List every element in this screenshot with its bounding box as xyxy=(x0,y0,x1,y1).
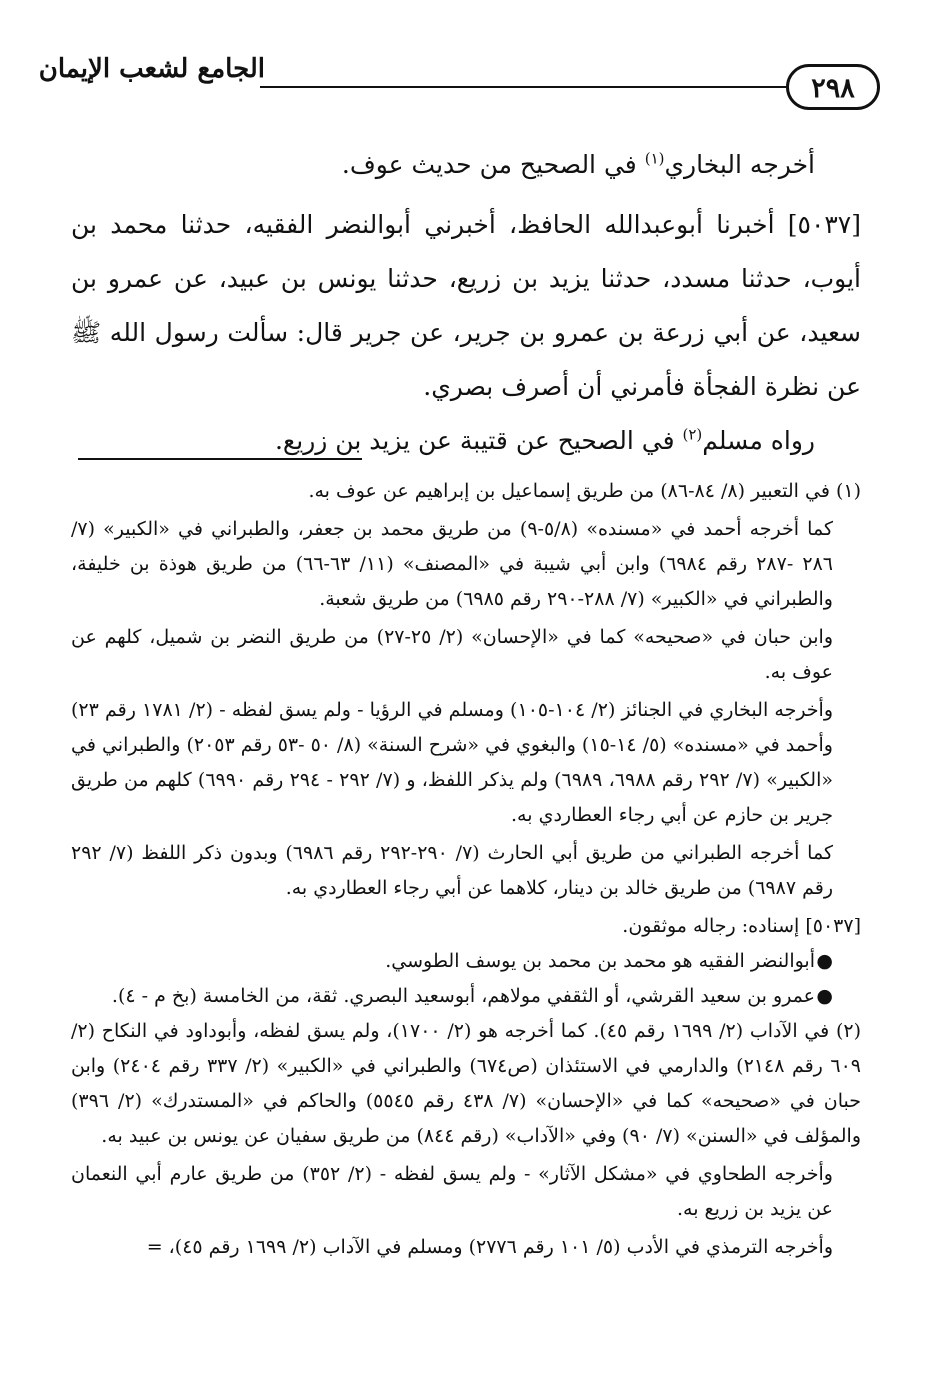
riwaya-line: رواه مسلم$^{(٢)}$ في الصحيح عن قتيبة عن يزيد بن زريع. xyxy=(274,425,815,455)
footnote-ref-1: (١) xyxy=(644,149,665,168)
footnotes xyxy=(71,474,861,1265)
header-rule xyxy=(260,86,788,88)
page-number-badge: ٢٩٨ xyxy=(786,64,880,110)
footnote-1: (١) في التعبير (٨/ ٨٤-٨٦) من طريق إسماعيل بن إبراهيم عن عوف به. xyxy=(308,480,861,502)
footnote-1-para: كما أخرجه الطبراني من طريق أبي الحارث (٧/ ٢٩٠-٢٩٢ رقم ٦٩٨٦) وبدون ذكر اللفظ (٧/ ٢٩٢ رقم ٦٩٨٧) من طريق خالد بن دينار، كلاهما عن أبي رجاء العطاردي به. xyxy=(71,842,833,899)
bullet-item: ●أبوالنضر الفقيه هو محمد بن محمد بن يوسف الطوسي. xyxy=(71,944,861,979)
footnote-separator xyxy=(78,458,362,460)
footnote-2: (٢) في الآداب (٢/ ١٦٩٩ رقم ٤٥). كما أخرجه هو (٢/ ١٧٠٠)، ولم يسق لفظه، وأبوداود في النكاح (٢/ ٦٠٩ رقم ٢١٤٨) والدارمي في الاستئذان (ص٦٧٤) والطبراني في «الكبير» (٢/ ٣٣٧ رقم ٢٤٠٤) وابن حبان في «صحيحه» كما في «الإحسان» (٧/ ٤٣٨ رقم ٥٥٤٥) والحاكم في «المستدرك» (٢/ ٣٩٦) والمؤلف في «السنن» (٧/ ٩٠) وفي «الآداب» (رقم ٨٤٤) من طريق سفيان عن يونس بن عبيد به. xyxy=(71,1020,862,1147)
bullet-icon: ● xyxy=(816,950,833,972)
page-header xyxy=(40,52,880,122)
footnote-ref-2: (٢) xyxy=(682,425,703,444)
hadith-5037: [٥٠٣٧] أخبرنا أبوعبدالله الحافظ، أخبرني أبوالنضر الفقيه، حدثنا محمد بن أيوب، حدثنا مسدد، حدثنا يزيد بن زريع، حدثنا يونس بن عبيد، عن عمرو بن سعيد، عن أبي زرعة بن عمرو بن جرير، عن جرير قال: سألت رسول الله ﷺ عن نظرة الفجأة فأمرني أن أصرف بصري. xyxy=(71,210,861,401)
footnote-1-para: كما أخرجه أحمد في «مسنده» (٥/٨-٩) من طريق محمد بن جعفر، والطبراني في «الكبير» (٧/ ٢٨٦ -٢٨٧ رقم ٦٩٨٤) وابن أبي شيبة في «المصنف» (١١/ ٦٣-٦٦) من طريق هوذة بن خليفة، والطبراني في «الكبير» (٧/ ٢٨٨-٢٩٠ رقم ٦٩٨٥) من طريق شعبة. xyxy=(71,518,833,610)
footnote-2-para: وأخرجه الطحاوي في «مشكل الآثار» - ولم يسق لفظه - (٢/ ٣٥٢) من طريق عارم أبي النعمان عن يزيد بن زريع به. xyxy=(71,1163,833,1220)
bullet-item: ●عمرو بن سعيد القرشي، أو الثقفي مولاهم، أبوسعيد البصري. ثقة، من الخامسة (بخ م - ٤). xyxy=(71,979,861,1014)
isnad-note: [٥٠٣٧] إسناده: رجاله موثقون. xyxy=(622,915,861,937)
footnote-2-para: وأخرجه الترمذي في الأدب (٥/ ١٠١ رقم ٢٧٧٦) ومسلم في الآداب (٢/ ١٦٩٩ رقم ٤٥)، = xyxy=(146,1236,833,1258)
main-text xyxy=(71,138,861,468)
footnote-1-para: وأخرجه البخاري في الجنائز (٢/ ١٠٤-١٠٥) ومسلم في الرؤيا - ولم يسق لفظه - (٢/ ١٧٨١ رقم ٢٣) وأحمد في «مسنده» (٥/ ١٤-١٥) والبغوي في «شرح السنة» (٨/ ٥٠ -٥٣ رقم ٢٠٥٣) والطبراني في «الكبير» (٧/ ٢٩٢ رقم ٦٩٨٨، ٦٩٨٩) ولم يذكر اللفظ، و (٧/ ٢٩٢ - ٢٩٤ رقم ٦٩٩٠) كلهم من طريق جرير بن حازم عن أبي رجاء العطاردي به. xyxy=(71,699,833,826)
book-title: الجامع لشعب الإيمان xyxy=(38,54,265,84)
bullet-icon: ● xyxy=(816,985,833,1007)
footnote-1-para: وابن حبان في «صحيحه» كما في «الإحسان» (٢/ ٢٥-٢٧) من طريق النضر بن شميل، كلهم عن عوف به. xyxy=(71,626,834,683)
takhrij-line: أخرجه البخاري$^{(١)}$ في الصحيح من حديث عوف. xyxy=(341,149,815,179)
